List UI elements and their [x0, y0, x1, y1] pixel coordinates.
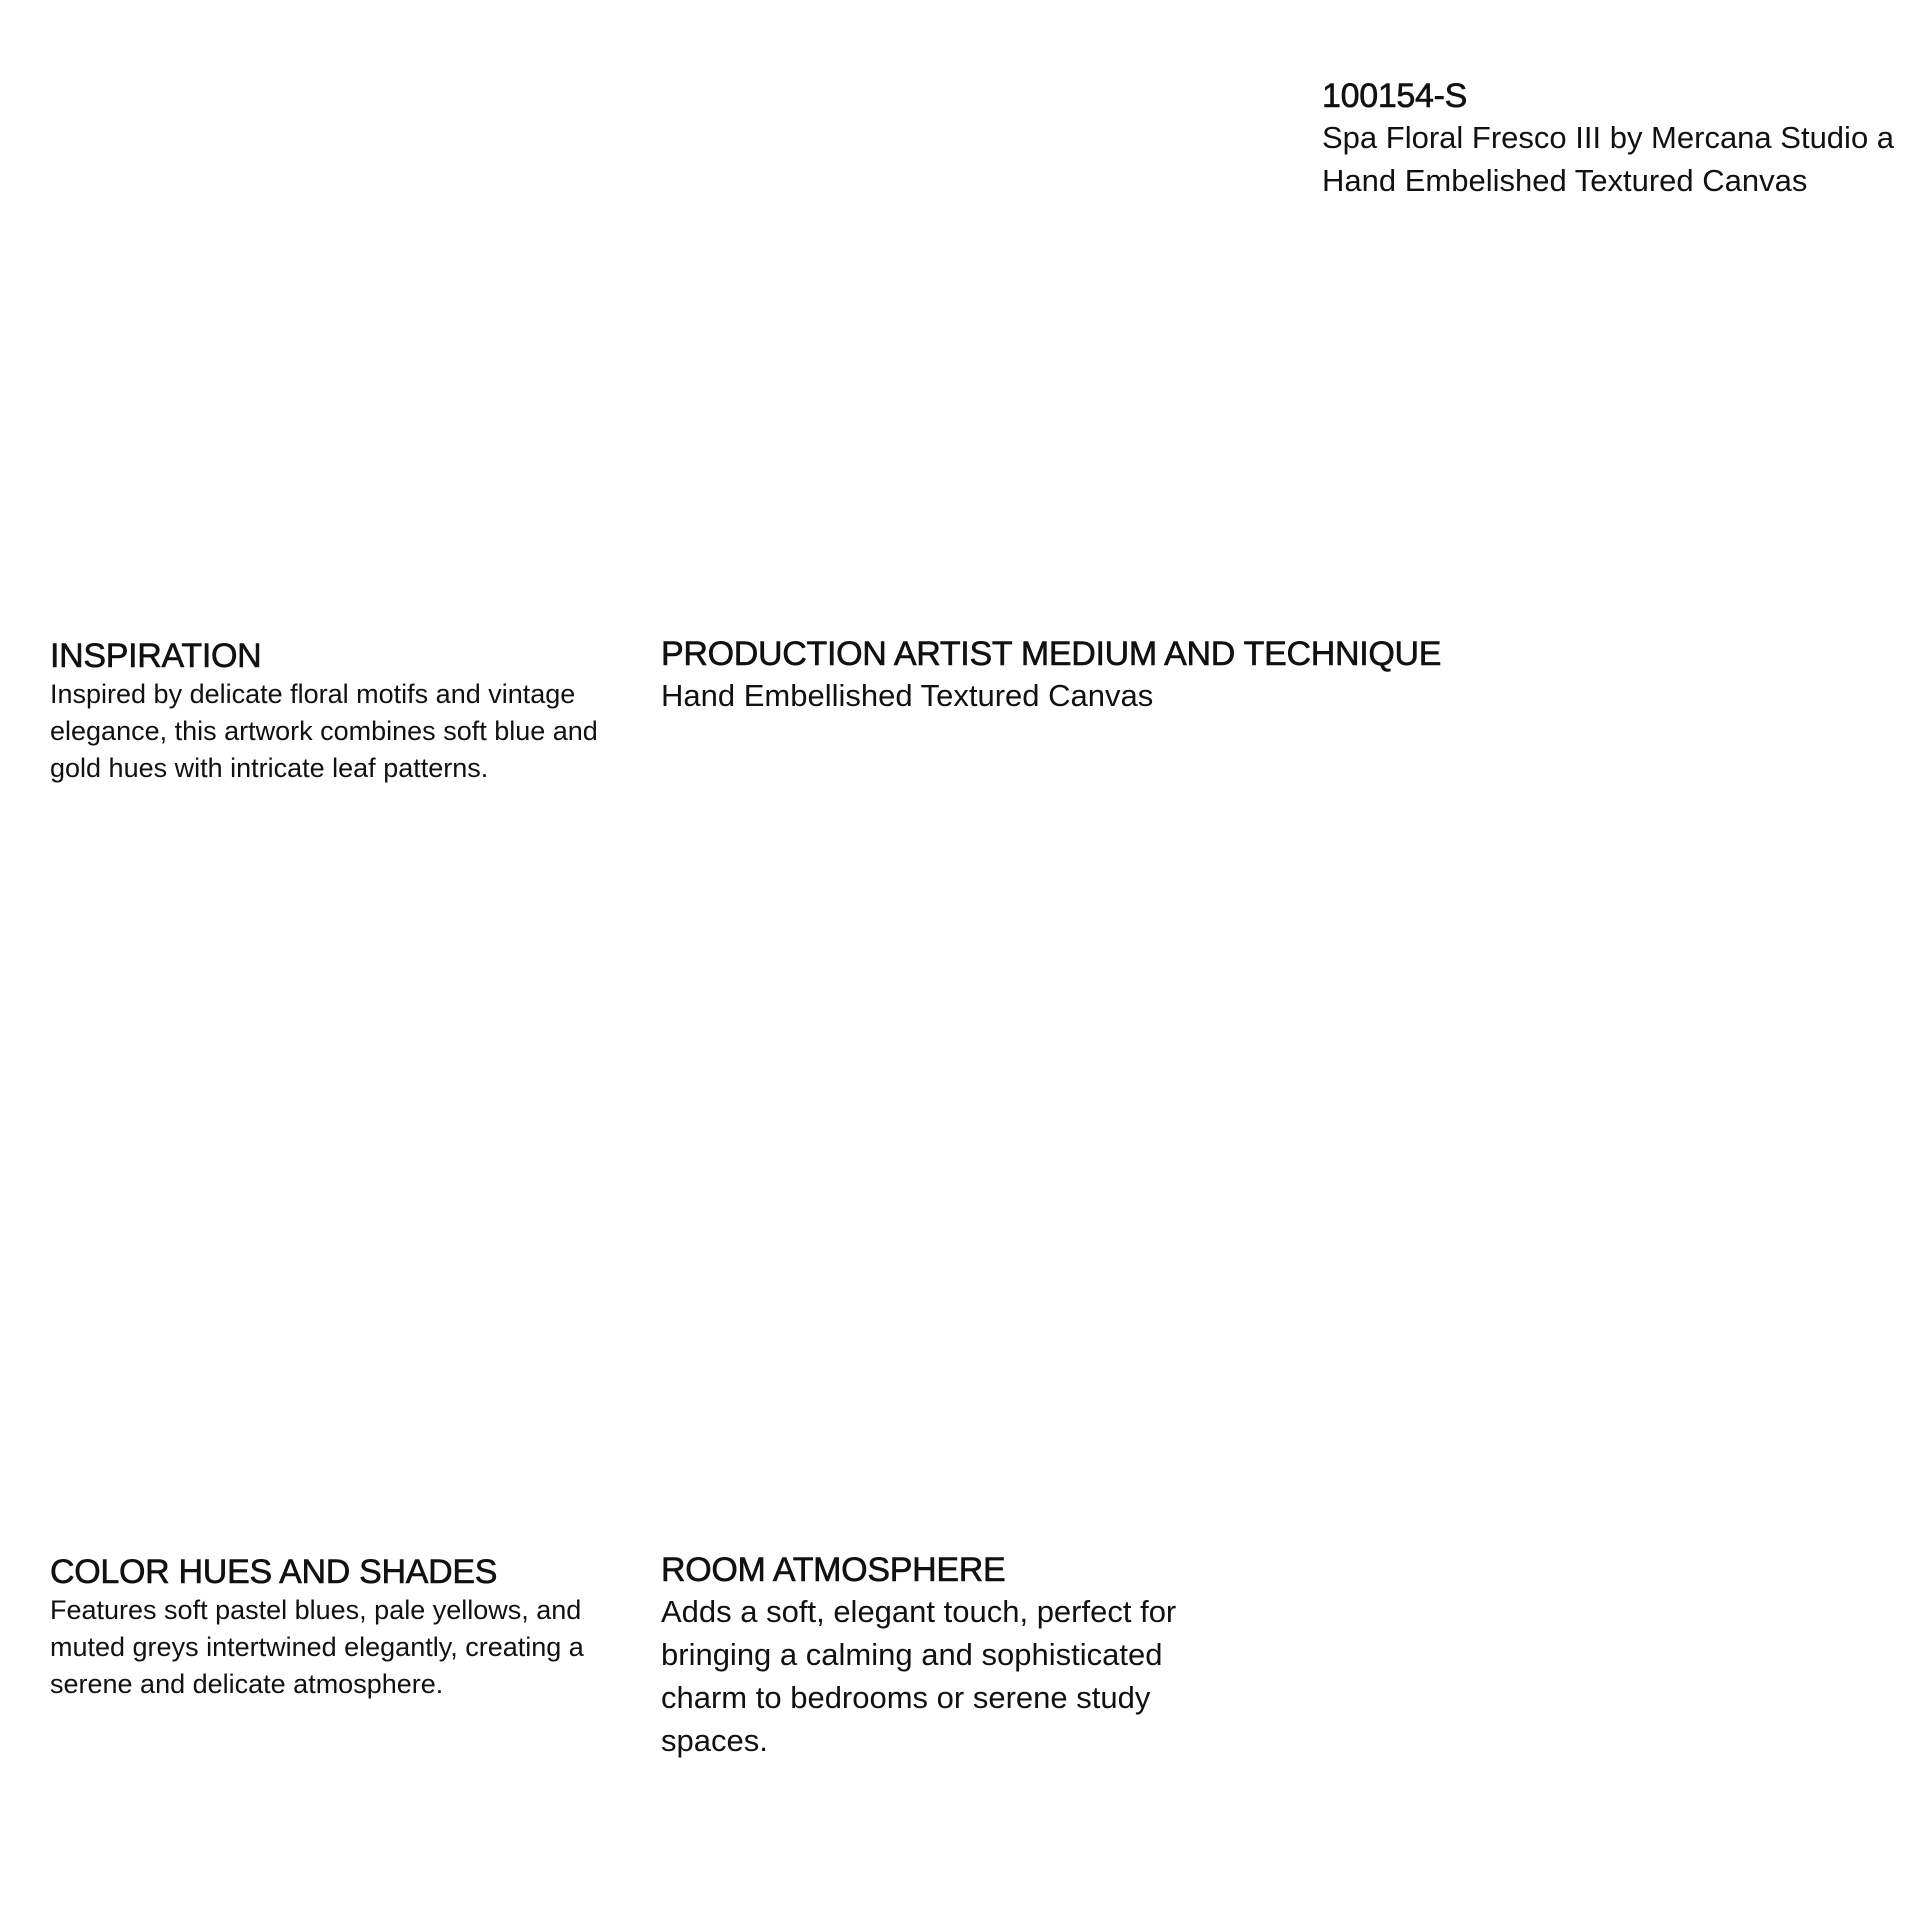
color-section — [50, 1552, 640, 1703]
product-description: Spa Floral Fresco III by Mercana Studio a Hand Embelished Textured Canvas — [1322, 120, 1895, 198]
production-section — [661, 634, 1561, 717]
room-atmosphere-section — [661, 1550, 1251, 1762]
color-text: Features soft pastel blues, pale yellows, and muted greys intertwined elegantly, creating a serene and delicate atmosphere. — [50, 1595, 584, 1699]
inspiration-heading: INSPIRATION — [50, 637, 262, 675]
production-heading: PRODUCTION ARTIST MEDIUM AND TECHNIQUE — [661, 635, 1442, 673]
room-atmosphere-heading: ROOM ATMOSPHERE — [661, 1551, 1006, 1589]
inspiration-text: Inspired by delicate floral motifs and vintage elegance, this artwork combines soft blue and gold hues with intricate leaf patterns. — [50, 679, 598, 783]
product-sku: 100154-S — [1322, 77, 1468, 115]
room-atmosphere-text: Adds a soft, elegant touch, perfect for bringing a calming and sophisticated charm to bedrooms or serene study spaces. — [661, 1594, 1177, 1758]
production-text: Hand Embellished Textured Canvas — [661, 678, 1154, 713]
product-header — [1322, 76, 1912, 202]
inspiration-section — [50, 636, 640, 787]
color-heading: COLOR HUES AND SHADES — [50, 1553, 498, 1591]
